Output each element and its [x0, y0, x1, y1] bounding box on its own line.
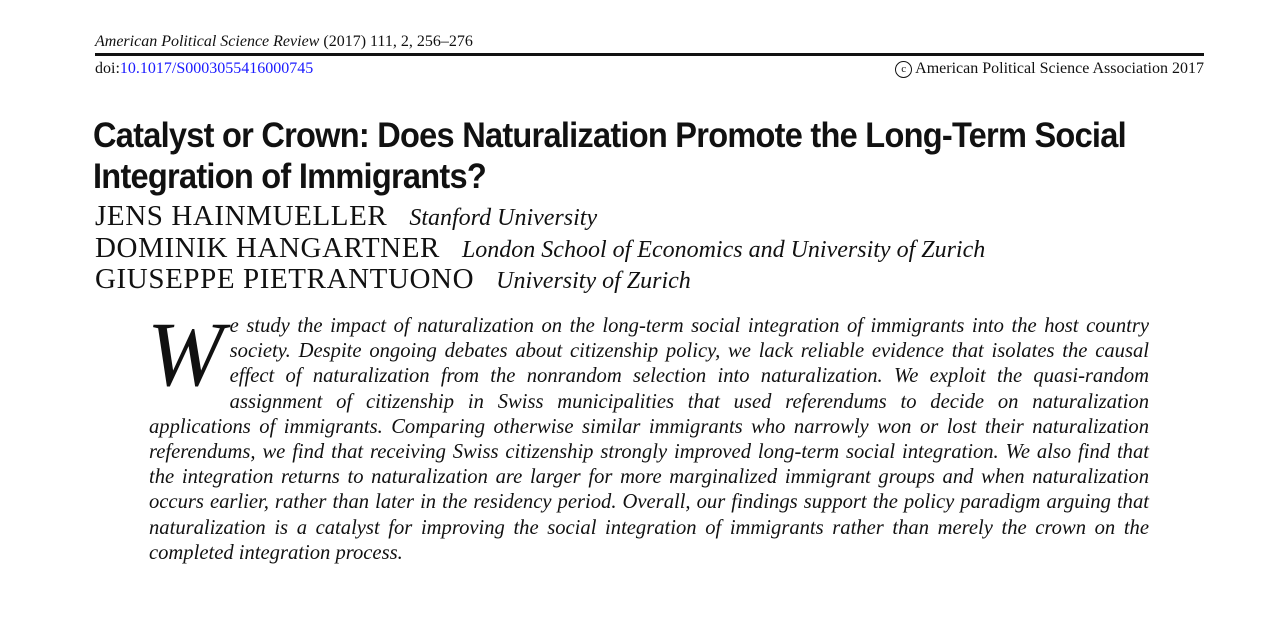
abstract [147, 303, 1149, 566]
copyright-icon: c [895, 61, 912, 78]
abstract-text: e study the impact of naturalization on the long-term social integration of immigrants into the host country society. Despite ongoing debates about citizenship policy, we lack reliable evidence that isolates the causal effect of naturalization from the nonrandom selection into naturalization. We exploit the quasi-random assignment of citizenship in Swiss municipalities that used referendums to decide on naturalization applications of immigrants. Comparing otherwise similar immigrants who narrowly won or lost their naturalization referendums, we find that receiving Swiss citizenship strongly improved long-term social integration. We also find that the integration returns to naturalization are larger for more marginalized immigrant groups and when naturalization occurs earlier, rather than later in the residency period. Overall, our findings support the policy paradigm arguing that naturalization is a catalyst for improving the social integration of immigrants rather than merely the crown on the completed integration process. [149, 315, 1149, 564]
author-line [95, 200, 597, 234]
author-affiliation: Stanford University [409, 205, 598, 231]
doi-prefix: doi: [95, 60, 120, 77]
author-name: JENS HAINMUELLER [95, 200, 388, 232]
journal-volume-pages: (2017) 111, 2, 256–276 [319, 33, 473, 50]
author-affiliation: London School of Economics and University of Zurich [461, 237, 986, 263]
author-line [95, 232, 985, 266]
copyright-text: American Political Science Association 2017 [915, 60, 1204, 77]
journal-citation-line [95, 33, 473, 51]
author-line [95, 263, 691, 297]
header-rule [95, 53, 1204, 56]
doi-line [95, 59, 313, 78]
author-affiliation: University of Zurich [496, 268, 691, 294]
article-title: Catalyst or Crown: Does Naturalization Promote the Long-Term Social Integration of Immigrants? [93, 116, 1126, 196]
author-name: GIUSEPPE PIETRANTUONO [95, 263, 475, 295]
journal-name: American Political Science Review [95, 33, 320, 50]
copyright-notice [895, 59, 1204, 78]
author-name: DOMINIK HANGARTNER [95, 232, 440, 264]
doi-link[interactable]: 10.1017/S0003055416000745 [119, 60, 314, 77]
abstract-dropcap: W [147, 303, 224, 405]
